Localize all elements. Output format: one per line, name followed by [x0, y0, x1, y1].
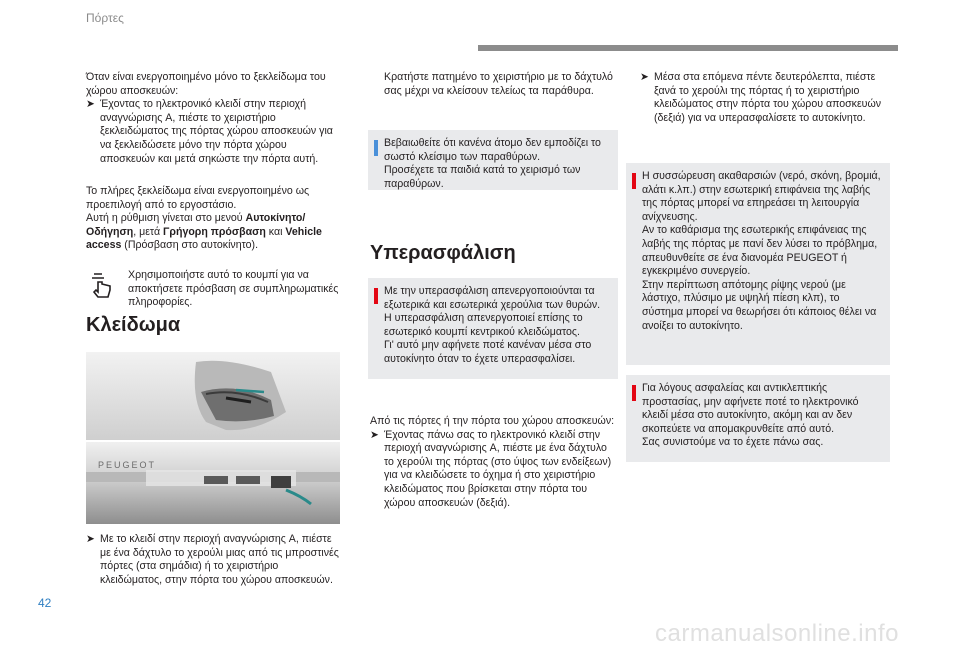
text-fragment: Αυτή η ρύθμιση γίνεται στο μενού — [86, 212, 246, 225]
menu-path-text — [86, 212, 342, 253]
info-box-text: Βεβαιωθείτε ότι κανένα άτομο δεν εμποδίζει το σωστό κλείσιμο των παραθύρων. Προσέχετε τα παιδιά κατά το χειρισμό των παραθύρων. — [384, 137, 601, 190]
warning-box-text: Η συσσώρευση ακαθαρσιών (νερό, σκόνη, βρομιά, αλάτι κ.λπ.) στην εσωτερική επιφάνεια της λαβής της πόρτας μπορεί να επηρεάσει τη λειτουργία ανίχνευσης. Αν το καθάρισμα της εσωτερικής επιφάνειας της λαβής της πόρτας με πανί δεν λύσει το πρόβλημα, απευθυνθείτε σε ένα διανομέα PEUGEOT ή εγκεκριμένο συνεργείο. Στην περίπτωση απότομης ρίψης νερού (με λάστιχο, πλύσιμο με υψηλή πίεση κλπ), το σύστημα μπορεί να θεωρήσει ότι κάποιος θέλει να ανοίξει το αυτοκίνητο. — [642, 170, 881, 332]
warning-box-text: Για λόγους ασφαλείας και αντικλεπτικής προστασίας, μην αφήνετε ποτέ το ηλεκτρονικό κλειδί μέσα στο αυτοκίνητο, ακόμη και αν δεν σκοπεύετε να απομακρυνθείτε από αυτό. Σας συνιστούμε να το έχετε πάνω σας. — [642, 382, 859, 449]
heading-superlocking: Υπερασφάλιση — [370, 242, 516, 264]
tip-text: Χρησιμοποιήστε αυτό το κουμπί για να αποκτήσετε πρόσβαση σε συμπληρωματικές πληροφορίες. — [128, 269, 339, 309]
column-2-bottom — [370, 415, 618, 510]
doors-intro-text: Από τις πόρτες ή την πόρτα του χώρου αποσκευών: — [370, 415, 615, 427]
warning-box-key — [626, 375, 890, 462]
menu-name: Αυτοκίνητο/ Οδήγηση — [86, 212, 306, 238]
arrow-right-icon: ➤ — [86, 533, 95, 545]
text-fragment: , μετά — [133, 225, 164, 238]
heading-locking: Κλείδωμα — [86, 314, 181, 336]
bullet-text: Έχοντας το ηλεκτρονικό κλειδί στην περιοχή αναγνώρισης A, πιέστε το χειριστήριο ξεκλειδώματος της πόρτας χώρου αποσκευών για να ξεκλειδώσετε μόνο την πόρτα χώρου αποσκευών και μετά σηκώστε την πόρτα αυτή. — [100, 98, 333, 165]
emblem-text: PEUGEOT — [98, 460, 157, 470]
bullet-text: Μέσα στα επόμενα πέντε δευτερόλεπτα, πιέστε ξανά το χερούλι της πόρτας ή το χειριστήριο κλειδώματος στην πόρτα του χώρου αποσκευών (δεξιά) για να υπερασφαλίσετε το αυτοκίνητο. — [654, 71, 882, 124]
intro-text: Όταν είναι ενεργοποιημένο μόνο το ξεκλείδωμα του χώρου αποσκευών: — [86, 71, 326, 97]
bullet-text: Με το κλειδί στην περιοχή αναγνώρισης A, πιέστε με ένα δάχτυλο το χερούλι μιας από τις μπροστινές πόρτες (στα σημάδια) ή το χειριστήριο κλειδώματος, στην πόρτα του χώρου αποσκευών. — [100, 533, 339, 586]
warning-box-dirt — [626, 163, 890, 365]
bullet-item — [86, 533, 342, 587]
continued-text: Κρατήστε πατημένο το χειριστήριο με το δάχτυλό σας μέχρι να κλείσουν τελείως τα παράθυρα. — [384, 71, 613, 97]
info-marker — [374, 140, 378, 156]
bullet-text: Έχοντας πάνω σας το ηλεκτρονικό κλειδί στην περιοχή αναγνώρισης A, πιέστε με ένα δάχτυλο το χερούλι της πόρτας (στο ύψος των ενδείξεων) για να κλειδώσετε το όχημα ή στο χειριστήριο κλειδώματος που βρίσκεται στην πόρτα του χώρου αποσκευών (δεξιά). — [384, 428, 612, 509]
bullet-item — [640, 71, 890, 125]
bullet-item — [86, 98, 342, 166]
arrow-right-icon: ➤ — [640, 71, 649, 83]
touchscreen-hand-icon — [88, 270, 118, 300]
page-number: 42 — [38, 596, 52, 610]
column-1-para2 — [86, 185, 342, 253]
info-box — [368, 130, 618, 190]
warning-marker — [632, 385, 636, 401]
menu-name: Vehicle access — [86, 225, 322, 252]
arrow-right-icon: ➤ — [370, 428, 379, 441]
watermark: carmanualsonline.info — [655, 620, 899, 647]
warning-marker — [632, 173, 636, 189]
column-3-top — [640, 71, 890, 125]
warning-marker — [374, 288, 378, 304]
tailgate-photo — [86, 442, 340, 524]
default-setting-text: Το πλήρες ξεκλείδωμα είναι ενεργοποιημένο ως προεπιλογή από το εργοστάσιο. — [86, 185, 310, 211]
section-title: Πόρτες — [86, 11, 124, 25]
warning-box — [368, 278, 618, 379]
menu-name: Γρήγορη πρόσβαση — [163, 225, 266, 238]
text-fragment: (Πρόσβαση στο αυτοκίνητο). — [121, 239, 259, 252]
door-handle-photo — [86, 352, 340, 440]
bullet-item — [370, 429, 618, 511]
arrow-right-icon: ➤ — [86, 98, 95, 111]
warning-box-text: Με την υπερασφάλιση απενεργοποιούνται τα εξωτερικά και εσωτερικά χερούλια των θυρών. Η υπερασφάλιση απενεργοποιεί επίσης το εσωτερικό κουμπί κεντρικού κλειδώματος. Γι' αυτό μην αφήνετε ποτέ κανέναν μέσα στο αυτοκίνητο όταν το έχετε υπερασφαλίσει. — [384, 285, 601, 365]
column-1-bottom — [86, 533, 342, 587]
text-fragment: και — [265, 225, 286, 238]
column-1-top — [86, 71, 342, 166]
header-bar — [478, 45, 898, 51]
